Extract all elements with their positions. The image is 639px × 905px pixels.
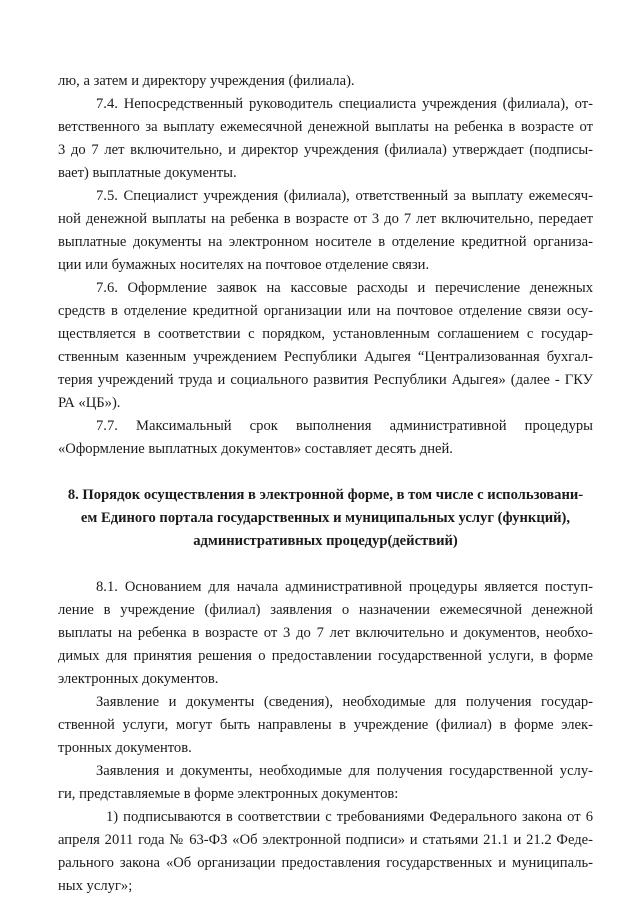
paragraph-7-3-tail: лю, а затем и директору учреждения (филиала). <box>58 73 355 89</box>
text-line: 8.1. Основанием для начала административной процедуры является поступ- <box>96 579 593 595</box>
text-line: димых для принятия решения о предоставлении государственной услуги, в форме <box>58 648 593 664</box>
text-line: Заявления и документы, необходимые для получения государственной услу- <box>96 763 593 779</box>
text-line: 7.5. Специалист учреждения (филиала), ответственный за выплату ежемесяч- <box>96 188 593 204</box>
text-line: выплаты на ребенка в возрасте от 3 до 7 лет включительно и документов, необхо- <box>58 625 593 641</box>
text-line: «Оформление выплатных документов» составляет десять дней. <box>58 441 453 457</box>
text-line: 3 до 7 лет включительно, и директор учреждения (филиала) утверждает (подписы- <box>58 142 593 158</box>
text-line: рального закона «Об организации предоставления государственных и муниципаль- <box>58 855 593 871</box>
text-line: ственным казенным учреждением Республики Адыгея “Централизованная бухгал- <box>58 349 593 365</box>
text-line: ление в учреждение (филиал) заявления о назначении ежемесячной денежной <box>58 602 593 618</box>
text-line: тронных документов. <box>58 740 192 756</box>
text-line: ной денежной выплаты на ребенка в возрасте от 3 до 7 лет включительно, передает <box>58 211 593 227</box>
text-line: ветственного за выплату ежемесячной денежной выплаты на ребенка в возрасте от <box>58 119 593 135</box>
text-line: электронных документов. <box>58 671 219 687</box>
text-line: Заявление и документы (сведения), необходимые для получения государ- <box>96 694 593 710</box>
text-line: апреля 2011 года № 63-ФЗ «Об электронной подписи» и статьями 21.1 и 21.2 Феде- <box>58 832 593 848</box>
text-line: терия учреждений труда и социального развития Республики Адыгея» (далее - ГКУ <box>58 372 593 388</box>
text-line: ственной услуги, могут быть направлены в учреждение (филиал) в форме элек- <box>58 717 593 733</box>
text-line: 7.7. Максимальный срок выполнения административной процедуры <box>96 418 593 434</box>
text-line: ции или бумажных носителях на почтовое отделение связи. <box>58 257 430 273</box>
text-line: 7.4. Непосредственный руководитель специалиста учреждения (филиала), от- <box>96 96 593 112</box>
text-line: РА «ЦБ»). <box>58 395 121 411</box>
text-line: выплатные документы на электронном носителе в отделение кредитной организа- <box>58 234 593 250</box>
heading-line: административных процедур(действий) <box>193 533 458 549</box>
text-line: ных услуг»; <box>58 878 133 894</box>
text-line: вает) выплатные документы. <box>58 165 237 181</box>
text-line: 1) подписываются в соответствии с требованиями Федерального закона от 6 <box>106 809 593 825</box>
heading-line: 8. Порядок осуществления в электронной форме, в том числе с использовани- <box>67 487 584 503</box>
text-line: ществляется в соответствии с порядком, установленным соглашением с государ- <box>58 326 593 342</box>
text-line: ги, представляемые в форме электронных документов: <box>58 786 399 802</box>
heading-line: ем Единого портала государственных и муниципальных услуг (функций), <box>80 510 571 526</box>
text-line: средств в отделение кредитной организации или на почтовое отделение связи осу- <box>58 303 593 319</box>
text-line: 7.6. Оформление заявок на кассовые расходы и перечисление денежных <box>96 280 593 296</box>
